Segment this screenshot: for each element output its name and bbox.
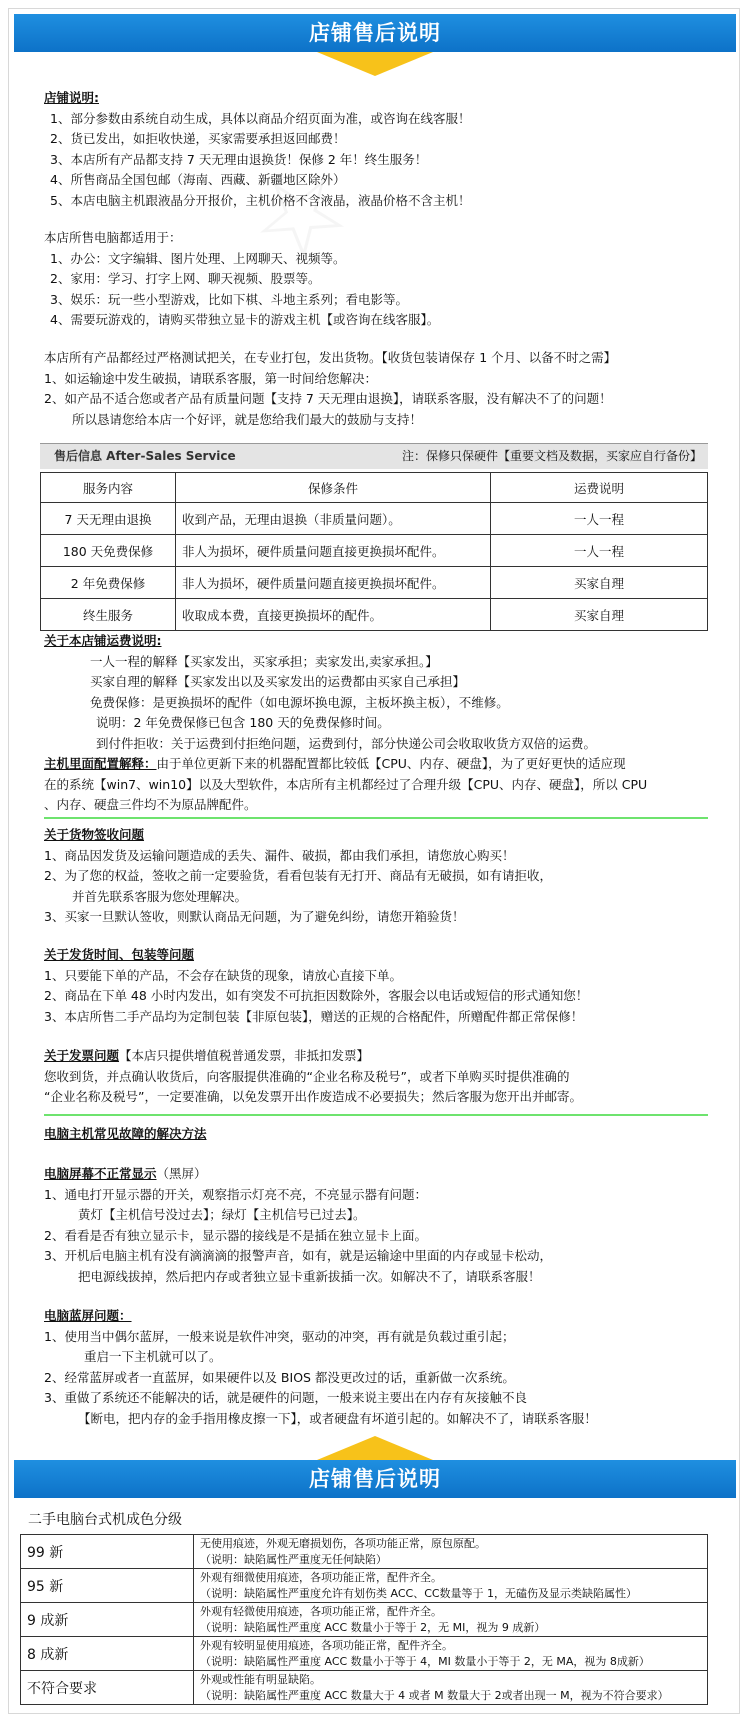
table-cell: 2 年免费保修 bbox=[41, 567, 176, 599]
grade-description bbox=[194, 1671, 708, 1705]
table-cell: 买家自理 bbox=[491, 567, 708, 599]
column-header: 保修条件 bbox=[176, 473, 491, 503]
list-item: 一人一程的解释【买家发出，买家承担；卖家发出,卖家承担。】 bbox=[90, 653, 438, 669]
list-item: 说明：2 年免费保修已包含 180 天的免费保修时间。 bbox=[96, 715, 390, 730]
grade-desc: 无使用痕迹，外观无磨损划伤，各项功能正常，原包原配。 bbox=[200, 1536, 486, 1550]
list-item: 把电源线拔掉，然后把内存或者独立显卡重新拔插一次。如解决不了，请联系客服！ bbox=[78, 1268, 541, 1284]
table-row bbox=[21, 1671, 708, 1705]
list-item: 1、使用当中偶尔蓝屏，一般来说是软件冲突，驱动的冲突，再有就是负载过重引起； bbox=[44, 1328, 515, 1344]
footer-banner-title: 店铺售后说明 bbox=[309, 1467, 441, 1491]
section-divider bbox=[44, 817, 708, 819]
config-line: 、内存、硬盘三件均不为原品牌配件。 bbox=[44, 797, 257, 812]
invoice-section bbox=[44, 1046, 714, 1108]
table-row bbox=[21, 1535, 708, 1569]
config-text: 由于单位更新下来的机器配置都比较低【CPU、内存、硬盘】，为了更好更快的适应现 bbox=[156, 756, 626, 771]
list-item: 3、重做了系统还不能解决的话，就是硬件的问题，一般来说主要出在内存有灰接触不良 bbox=[44, 1390, 527, 1405]
grade-description bbox=[194, 1603, 708, 1637]
service-table bbox=[40, 472, 708, 631]
shop-notes-heading: 店铺说明: bbox=[44, 90, 99, 105]
list-item: 1、办公：文字编辑、图片处理、上网聊天、视频等。 bbox=[50, 250, 346, 266]
table-row bbox=[21, 1603, 708, 1637]
service-bar bbox=[40, 443, 708, 469]
list-item: 2、货已发出，如拒收快递，买家需要承担返回邮费！ bbox=[50, 131, 346, 146]
receipt-section bbox=[44, 825, 714, 928]
table-row bbox=[21, 1637, 708, 1671]
list-item: 3、娱乐：玩一些小型游戏，比如下棋、斗地主系列；看电影等。 bbox=[50, 291, 408, 307]
invoice-line: “企业名称及税号”，一定要准确，以免发票开出作废造成不必要损失；然后客服为您开出并邮寄。 bbox=[44, 1089, 582, 1104]
list-item: 1、只要能下单的产品，不会存在缺货的现象，请放心直接下单。 bbox=[44, 967, 402, 983]
header-title: 店铺售后说明 bbox=[309, 21, 441, 45]
grade-label: 95 新 bbox=[21, 1569, 194, 1603]
shop-notes-section bbox=[44, 88, 714, 211]
list-item: 到付件拒收：关于运费到付拒绝问题，运费到付，部分快递公司会收取收货方双倍的运费。 bbox=[96, 735, 597, 751]
list-item: 2、为了您的权益，签收之前一定要验货，看看包装有无打开、商品有无破损，如有请拒收， bbox=[44, 868, 552, 883]
table-row bbox=[41, 503, 708, 535]
list-item: 【断电，把内存的金手指用橡皮擦一下】，或者硬盘有坏道引起的。如解决不了，请联系客服！ bbox=[78, 1410, 597, 1426]
column-header: 运费说明 bbox=[491, 473, 708, 503]
table-cell: 非人为损坏，硬件质量问题直接更换损坏配件。 bbox=[176, 535, 491, 567]
grade-desc: 外观有轻微使用痕迹，各项功能正常，配件齐全。 bbox=[200, 1604, 442, 1618]
section-divider bbox=[44, 1114, 708, 1116]
blue-screen-section bbox=[44, 1306, 714, 1429]
faults-section bbox=[44, 1124, 714, 1145]
list-item: 2、看看是否有独立显示卡，显示器的接线是不是插在独立显卡上面。 bbox=[44, 1227, 427, 1243]
table-cell: 一人一程 bbox=[491, 535, 708, 567]
table-cell: 一人一程 bbox=[491, 503, 708, 535]
usage-heading: 本店所售电脑都适用于： bbox=[44, 230, 182, 245]
grade-note: （说明：缺陷属性严重度 ACC 数量大于 4 或者 M 数量大于 2或者出现一 M，视为不符合要求） bbox=[200, 1688, 669, 1702]
shipping-heading: 关于本店铺运费说明: bbox=[44, 633, 162, 648]
grade-label: 8 成新 bbox=[21, 1637, 194, 1671]
list-item: 4、需要玩游戏的，请购买带独立显卡的游戏主机【或咨询在线客服】。 bbox=[50, 312, 440, 327]
black-screen-note: （黑屏） bbox=[156, 1166, 207, 1181]
list-item: 3、买家一旦默认签收，则默认商品无问题，为了避免纠纷，请您开箱验货！ bbox=[44, 909, 465, 924]
list-item: 1、如运输途中发生破损，请联系客服，第一时间给您解决： bbox=[44, 370, 377, 386]
list-item: 1、商品因发货及运输问题造成的丢失、漏件、破损，都由我们承担，请您放心购买！ bbox=[44, 847, 515, 863]
list-item: 1、部分参数由系统自动生成，具体以商品介绍页面为准，或咨询在线客服！ bbox=[50, 110, 471, 126]
table-cell: 买家自理 bbox=[491, 599, 708, 631]
list-item: 1、通电打开显示器的开关，观察指示灯亮不亮，不亮显示器有问题： bbox=[44, 1186, 427, 1202]
table-header-row bbox=[41, 473, 708, 503]
service-title: 售后信息 After-Sales Service bbox=[54, 449, 236, 463]
table-cell: 收到产品，无理由退换（非质量问题）。 bbox=[176, 503, 491, 535]
grade-label: 不符合要求 bbox=[21, 1671, 194, 1705]
grade-desc: 外观有细微使用痕迹，各项功能正常，配件齐全。 bbox=[200, 1570, 442, 1584]
banner-accent-tab bbox=[317, 52, 433, 76]
table-cell: 收取成本费，直接更换损坏的配件。 bbox=[176, 599, 491, 631]
grade-desc: 外观有较明显使用痕迹，各项功能正常，配件齐全。 bbox=[200, 1638, 453, 1652]
shipping-section bbox=[44, 631, 714, 816]
delivery-section bbox=[44, 945, 714, 1027]
grade-description bbox=[194, 1637, 708, 1671]
grade-note: （说明：缺陷属性严重度 ACC 数量小于等于 2，无 MI，视为 9 成新） bbox=[200, 1620, 546, 1634]
table-row bbox=[21, 1569, 708, 1603]
config-line bbox=[44, 754, 714, 775]
list-item: 买家自理的解释【买家发出以及买家发出的运费都由买家自己承担】 bbox=[90, 674, 466, 689]
list-item: 黄灯【主机信号没过去】；绿灯【主机信号已过去】。 bbox=[78, 1207, 366, 1222]
testing-closing: 所以恳请您给本店一个好评，就是您给我们最大的鼓励与支持！ bbox=[72, 411, 423, 427]
black-screen-section bbox=[44, 1164, 714, 1287]
service-note: 注：保修只保硬件【重要文档及数据，买家应自行备份】 bbox=[401, 449, 702, 463]
black-screen-heading: 电脑屏幕不正常显示 bbox=[44, 1166, 157, 1181]
list-item: 免费保修：是更换损坏的配件（如电源坏换电源，主板坏换主板），不维修。 bbox=[90, 694, 509, 710]
table-cell: 180 天免费保修 bbox=[41, 535, 176, 567]
grading-table bbox=[20, 1534, 708, 1705]
invoice-heading: 关于发票问题 bbox=[44, 1048, 120, 1063]
list-item: 重启一下主机就可以了。 bbox=[84, 1349, 222, 1364]
list-item: 并首先联系客服为您处理解决。 bbox=[72, 888, 248, 904]
grade-note: （说明：缺陷属性严重度允许有划伤类 ACC、CC数量等于 1，无磕伤及显示类缺陷属性） bbox=[200, 1586, 638, 1600]
testing-section bbox=[44, 348, 714, 430]
receipt-heading: 关于货物签收问题 bbox=[44, 827, 145, 842]
table-cell: 7 天无理由退换 bbox=[41, 503, 176, 535]
invoice-line: 您收到货，并点确认收货后，向客服提供准确的“企业名称及税号”，或者下单购买时提供准确的 bbox=[44, 1068, 570, 1084]
list-item: 2、家用：学习、打字上网、聊天视频、股票等。 bbox=[50, 271, 321, 286]
footer-banner bbox=[14, 1460, 736, 1498]
blue-screen-heading: 电脑蓝屏问题： bbox=[44, 1308, 132, 1323]
list-item: 3、本店所有产品都支持 7 天无理由退换货！保修 2 年！终生服务！ bbox=[50, 151, 428, 167]
usage-section bbox=[44, 228, 714, 331]
grade-desc: 外观或性能有明显缺陷。 bbox=[200, 1672, 321, 1686]
testing-intro: 本店所有产品都经过严格测试把关，在专业打包，发出货物。【收货包装请保存 1 个月、以备不时之需】 bbox=[44, 350, 617, 365]
grade-note: （说明：缺陷属性严重度 ACC 数量小于等于 4，MI 数量小于等于 2，无 MA，视为 8成新） bbox=[200, 1654, 650, 1668]
table-cell: 非人为损坏，硬件质量问题直接更换损坏配件。 bbox=[176, 567, 491, 599]
table-cell: 终生服务 bbox=[41, 599, 176, 631]
banner-accent-tab bbox=[317, 1436, 433, 1460]
column-header: 服务内容 bbox=[41, 473, 176, 503]
header-banner bbox=[14, 14, 736, 52]
grading-title: 二手电脑台式机成色分级 bbox=[28, 1512, 182, 1528]
table-row bbox=[41, 599, 708, 631]
invoice-heading-note: 【本店只提供增值税普通发票，非抵扣发票】 bbox=[119, 1048, 370, 1063]
grade-description bbox=[194, 1569, 708, 1603]
grade-note: （说明：缺陷属性严重度无任何缺陷） bbox=[200, 1552, 387, 1566]
config-line: 在的系统【win7、win10】以及大型软件，本店所有主机都经过了合理升级【CPU、内存、硬盘】，所以 CPU bbox=[44, 776, 648, 792]
list-item: 2、如产品不适合您或者产品有质量问题【支持 7 天无理由退换】，请联系客服，没有解决不了的问题！ bbox=[44, 391, 612, 406]
grade-description bbox=[194, 1535, 708, 1569]
list-item: 2、经常蓝屏或者一直蓝屏，如果硬件以及 BIOS 都没更改过的话，重新做一次系统。 bbox=[44, 1369, 515, 1385]
grade-label: 99 新 bbox=[21, 1535, 194, 1569]
faults-heading: 电脑主机常见故障的解决方法 bbox=[44, 1126, 207, 1141]
config-label: 主机里面配置解释： bbox=[44, 756, 157, 771]
list-item: 3、本店所售二手产品均为定制包装【非原包装】，赠送的正规的合格配件，所赠配件都正常保修！ bbox=[44, 1008, 584, 1024]
grade-label: 9 成新 bbox=[21, 1603, 194, 1637]
list-item: 3、开机后电脑主机有没有滴滴滴的报警声音，如有，就是运输途中里面的内存或显卡松动， bbox=[44, 1248, 552, 1263]
table-row bbox=[41, 535, 708, 567]
list-item: 2、商品在下单 48 小时内发出，如有突发不可抗拒因数除外，客服会以电话或短信的形式通知您！ bbox=[44, 988, 589, 1003]
list-item: 4、所售商品全国包邮（海南、西藏、新疆地区除外） bbox=[50, 172, 346, 187]
table-row bbox=[41, 567, 708, 599]
list-item: 5、本店电脑主机跟液晶分开报价，主机价格不含液晶，液晶价格不含主机！ bbox=[50, 192, 471, 208]
delivery-heading: 关于发货时间、包装等问题 bbox=[44, 947, 195, 962]
